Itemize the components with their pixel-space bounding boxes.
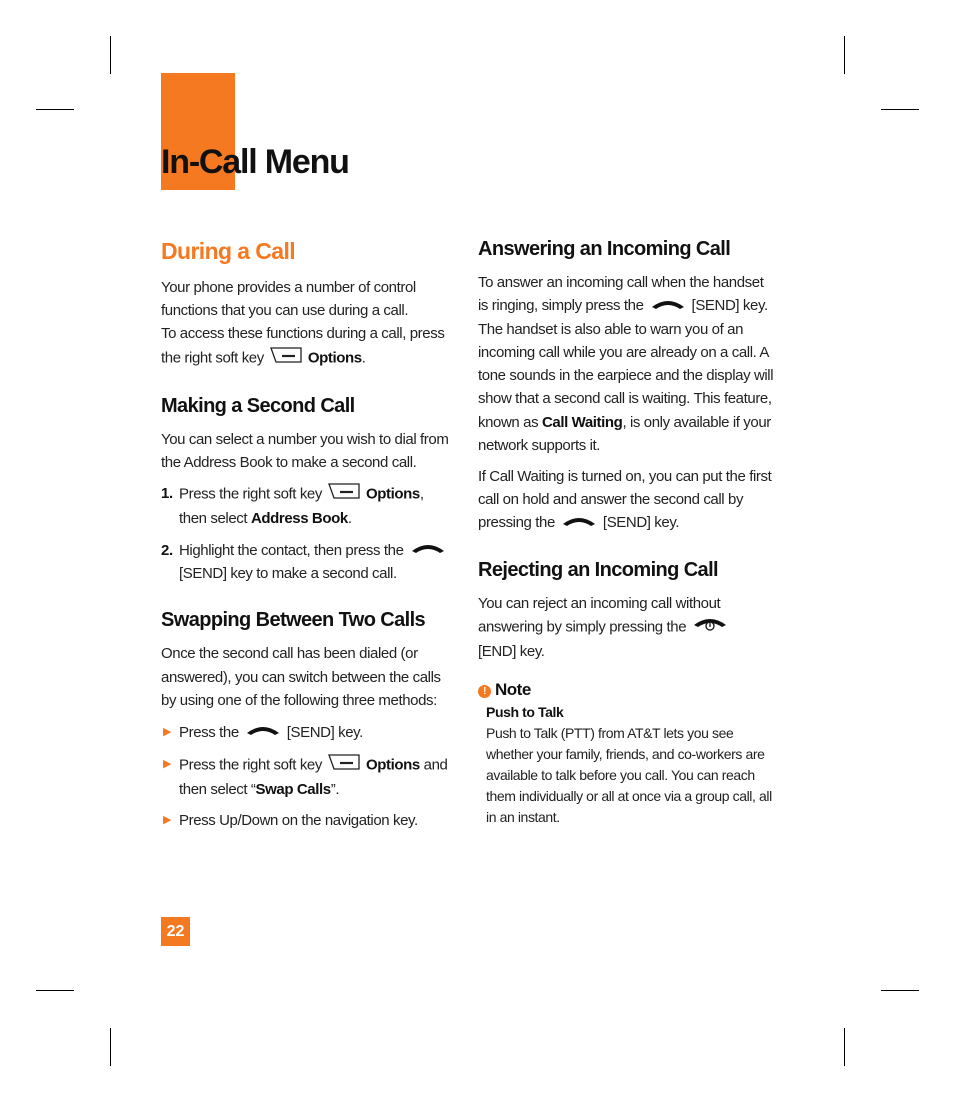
call-waiting-label: Call Waiting [541, 413, 623, 431]
right-soft-key-icon [328, 753, 360, 778]
step-text: [SEND] key to make a second call. [179, 565, 397, 583]
body-text: To answer an incoming call when the handset is ringing, simply press the [478, 274, 764, 315]
rejecting-call-text [478, 592, 774, 664]
method-3 [161, 809, 453, 832]
crop-mark [110, 1028, 111, 1066]
method-text: Press the [179, 724, 239, 742]
crop-mark [36, 109, 74, 110]
method-text: Press Up/Down on the navigation key. [179, 812, 418, 830]
note-subheading: Push to Talk [486, 703, 564, 720]
method-text: Press the right soft key [179, 756, 322, 774]
bullet-triangle-icon: ▶ [163, 757, 172, 770]
note-body [486, 702, 774, 828]
page-title: In-Call Menu [161, 143, 349, 181]
swap-calls-heading: Swapping Between Two Calls [161, 609, 426, 632]
body-text: You can reject an incoming call without answering by simply pressing the [478, 595, 721, 636]
answering-call-p2 [478, 465, 774, 535]
left-column [161, 236, 453, 832]
during-call-heading: During a Call [161, 238, 296, 264]
send-key-icon [410, 539, 446, 562]
swap-calls-label: Swap Calls [255, 780, 331, 798]
step-text: Press the right soft key [179, 485, 322, 503]
options-label: Options [365, 485, 420, 503]
during-call-text [161, 276, 453, 371]
punctuation: ”. [330, 780, 340, 798]
second-call-intro: You can select a number you wish to dial from the Address Book to make a second call. [161, 430, 449, 472]
page-number: 22 [161, 917, 190, 946]
method-1 [161, 721, 453, 745]
punctuation: . [361, 349, 366, 367]
method-text: [SEND] key. [286, 724, 363, 742]
during-call-p1: Your phone provides a number of control functions that you can use during a call. [161, 279, 416, 320]
note-alert-icon: ! [478, 685, 491, 698]
bullet-triangle-icon: ▶ [163, 726, 172, 739]
second-call-heading: Making a Second Call [161, 394, 355, 417]
end-key-icon [692, 615, 728, 640]
right-soft-key-icon [328, 482, 360, 507]
crop-mark [36, 990, 74, 991]
send-key-icon [245, 721, 281, 744]
step-number: 1. [161, 485, 173, 503]
method-text: and then select “ [179, 756, 448, 798]
right-column [478, 236, 774, 828]
crop-mark [881, 109, 919, 110]
step-text: Highlight the contact, then press the [179, 541, 404, 559]
options-label: Options [307, 349, 362, 367]
rejecting-call-heading: Rejecting an Incoming Call [478, 559, 718, 582]
body-text: [SEND] key. [602, 514, 680, 532]
note-text: Push to Talk (PTT) from AT&T lets you see whether your family, friends, and co-workers are available to talk before you call. You can reach them individually or all at once via a group call, all in an instant. [486, 724, 772, 825]
body-text: [END] key. [478, 643, 545, 661]
bullet-triangle-icon: ▶ [163, 814, 172, 827]
options-label: Options [365, 756, 420, 774]
method-2 [161, 753, 453, 801]
crop-mark [844, 1028, 845, 1066]
answering-call-heading: Answering an Incoming Call [478, 238, 731, 260]
send-key-icon [650, 295, 686, 318]
right-soft-key-icon [270, 346, 302, 371]
note-label: Note [495, 679, 531, 699]
punctuation: . [347, 510, 352, 528]
step-2 [161, 539, 453, 586]
crop-mark [110, 36, 111, 74]
send-key-icon [561, 512, 597, 535]
body-text: If Call Waiting is turned on, you can put the first call on hold and answer the second call by pressing the [478, 468, 772, 532]
step-text: , then select [179, 485, 424, 528]
answering-call-p1 [478, 271, 774, 457]
swap-calls-intro: Once the second call has been dialed (or answered), you can switch between the calls by using one of the following three methods: [161, 645, 441, 709]
crop-mark [844, 36, 845, 74]
step-1 [161, 482, 453, 530]
body-text: [SEND] key. The handset is also able to warn you of an incoming call while you are already on a call. A tone sounds in the earpiece and the display will show that a second call is waiting. This feature, known as [478, 297, 774, 431]
during-call-p2: To access these functions during a call, press the right soft key [161, 325, 445, 367]
step-number: 2. [161, 541, 173, 559]
note-heading [478, 678, 774, 702]
address-book-label: Address Book [250, 510, 348, 528]
crop-mark [881, 990, 919, 991]
body-text: , is only available if your network supports it. [478, 413, 771, 454]
